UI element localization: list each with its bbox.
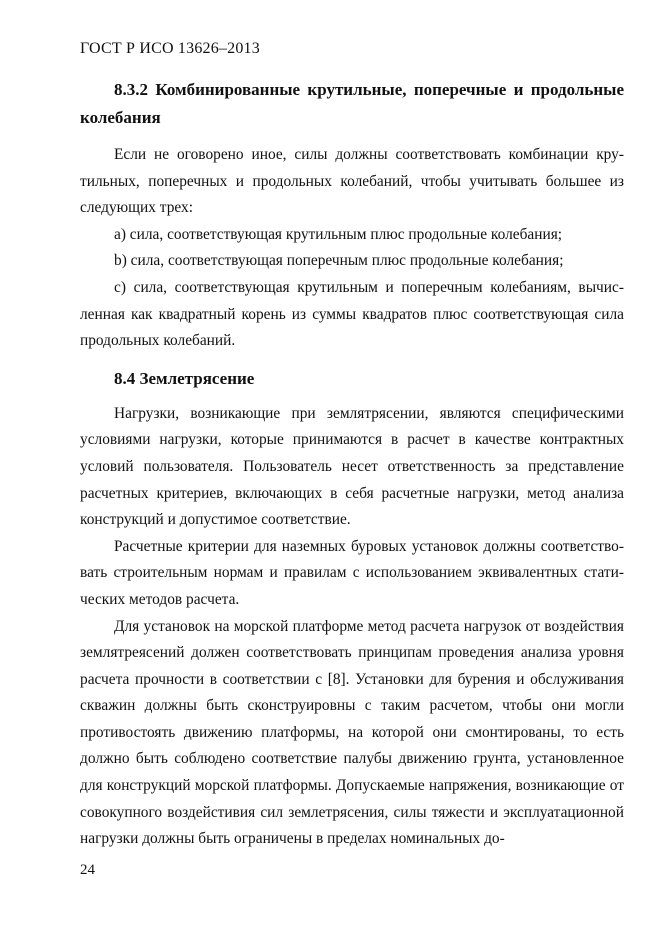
- page-content: [80, 76, 624, 853]
- list-item-a: а) сила, соответствующая крутильным плюс продольные колебания;: [114, 225, 563, 243]
- section-8-4-paragraph-3: Для установок на морской платформе метод расчета нагрузок от воздействия землятреясений должен соответствовать принципам проведения анализа уровня расчета прочности в соответствии с [8]. Установки для бурения и обслуживания скважин должны быть сконструировны с таким расчетом, чтобы они могли противостоять движению платформы, на которой они смонтированы, то есть должно быть соблюдено соответствие палубы движению грунта, установленное для конструкций морской платформы. Допускаемые напряжения, возникающие от совокупного воздейстивия сил землетрясения, силы тяжести и эксплуатационной нагрузки должны быть ограничены в пределах номинальных до-: [80, 617, 624, 848]
- document-header: ГОСТ Р ИСО 13626–2013: [80, 40, 260, 57]
- section-8-4-paragraph-1: Нагрузки, возникающие при землятрясении, являются специфическими условиями нагрузки, которые принимаются в расчет в качестве контрактных условий пользователя. Пользователь несет ответственность за представление расчетных критериев, включающих в себя расчетные нагрузки, метод анализа конструкций и допустимое соответствие.: [80, 404, 624, 529]
- section-8-3-2-intro: Если не оговорено иное, силы должны соответствовать комбинации крутильных, поперечных и продольных колебаний, чтобы учитывать большее из следующих трех:: [80, 146, 624, 217]
- list-item-c: с) сила, соответствующая крутильным и поперечным колебаниям, вычисленная как квадратный корень из суммы квадратов плюс соответствующая сила продольных колебаний.: [80, 278, 624, 350]
- section-8-4-paragraph-2: Расчетные критерии для наземных буровых установок должны соответствовать строительным нормам и правилам с использованием эквивалентных статических методов расчета.: [80, 537, 624, 608]
- list-item-b: b) сила, соответствующая поперечным плюс продольные колебания;: [114, 252, 564, 270]
- section-8-4-heading: 8.4 Землетрясение: [114, 368, 255, 388]
- page-number: 24: [80, 862, 95, 878]
- section-8-3-2-heading: 8.3.2 Комбинированные крутильные, поперечные и продольные колебания: [80, 80, 624, 127]
